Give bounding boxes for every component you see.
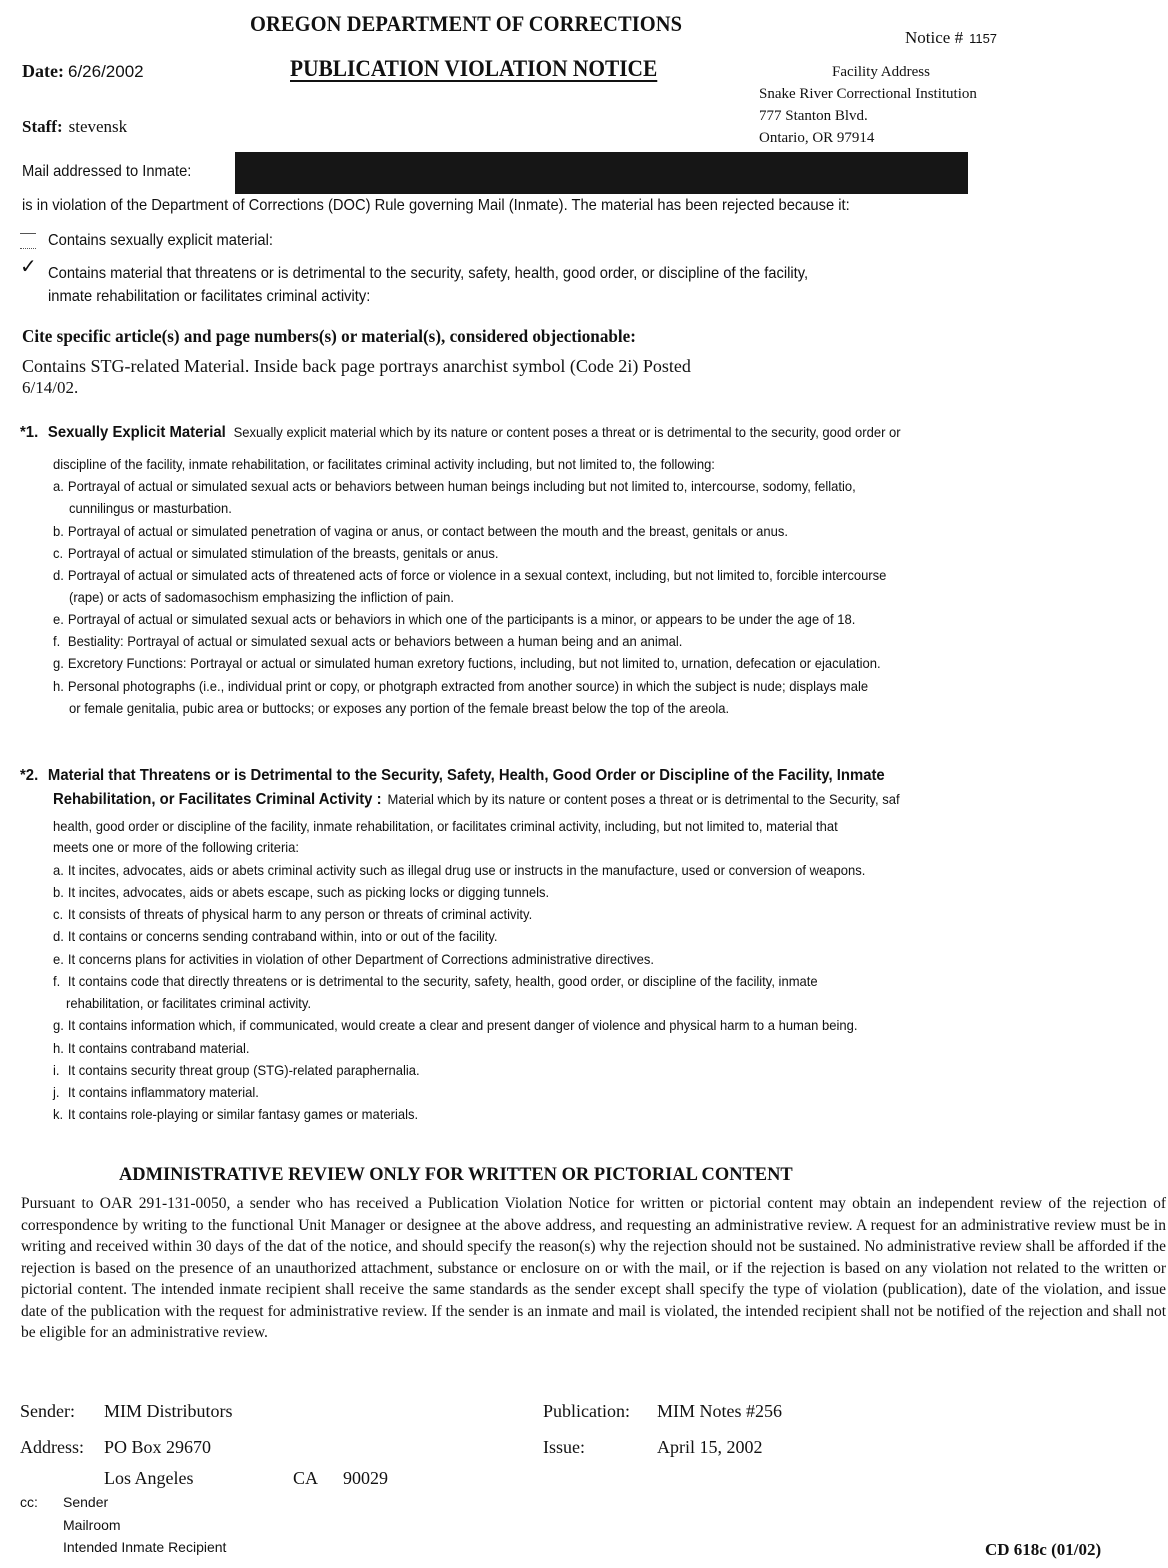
list-item-continuation: rehabilitation, or facilitates criminal activity. — [66, 995, 312, 1011]
list-item-text: Portrayal of actual or simulated sexual acts or behaviors in which one of the participants is a minor, or appears to be under the age of 18. — [67, 611, 856, 627]
section2-title-cont: Rehabilitation, or Facilitates Criminal Activity : — [53, 791, 382, 808]
list-item — [53, 523, 788, 539]
list-item-text: It consists of threats of physical harm to any person or threats of criminal activity. — [67, 906, 533, 922]
list-item-text: It contains role-playing or similar fantasy games or materials. — [67, 1106, 419, 1122]
date-value: 6/26/2002 — [67, 62, 144, 81]
section2-intro-cont: health, good order or discipline of the facility, inmate rehabilitation, or facilitates criminal activity, including, but not limited to, material that — [53, 818, 838, 834]
address-city: Los Angeles — [104, 1468, 194, 1488]
list-item-letter: a. — [53, 862, 64, 878]
list-item-text: Portrayal of actual or simulated acts of threatened acts of force or violence in a sexual context, including, but not limited to, forcible intercourse — [67, 567, 887, 583]
list-item-text: Personal photographs (i.e., individual print or copy, or photgraph extracted from another source) in which the subject is nude; displays male — [67, 678, 869, 694]
reason-threatens-security-cont: inmate rehabilitation or facilitates criminal activity: — [48, 288, 371, 305]
list-item — [53, 906, 532, 922]
list-item — [53, 862, 865, 878]
facility-label: Facility Address — [832, 64, 930, 80]
cc-label: cc: — [20, 1494, 38, 1510]
list-item-letter: e. — [53, 611, 64, 627]
list-item — [53, 567, 886, 583]
list-item-letter: e. — [53, 951, 64, 967]
checkmark-icon: ✓ — [20, 256, 37, 278]
address-label: Address: — [20, 1437, 84, 1457]
list-item-letter: h. — [53, 1040, 64, 1056]
list-item — [53, 478, 856, 494]
address-zip: 90029 — [343, 1468, 388, 1488]
cc-item: Mailroom — [63, 1517, 121, 1533]
agency-name: OREGON DEPARTMENT OF CORRECTIONS — [250, 11, 683, 36]
publication-value: MIM Notes #256 — [657, 1401, 782, 1421]
date-label: Date: — [22, 61, 64, 81]
list-item-letter: h. — [53, 678, 64, 694]
list-item-text: Excretory Functions: Portrayal or actual or simulated human exretory fuctions, including, but not limited to, urnation, defecation or ejaculation. — [67, 655, 881, 671]
violation-statement: is in violation of the Department of Corrections (DOC) Rule governing Mail (Inmate). The material has been rejected because it: — [22, 197, 850, 214]
staff-value: stevensk — [68, 117, 128, 136]
list-item-letter: c. — [53, 545, 64, 561]
staff — [22, 117, 127, 137]
list-item-letter: b. — [53, 523, 64, 539]
list-item-text: It contains or concerns sending contraband within, into or out of the facility. — [67, 928, 498, 944]
list-item-letter: k. — [53, 1106, 64, 1122]
list-item-letter: a. — [53, 478, 64, 494]
list-item — [53, 1040, 250, 1056]
list-item-letter: d. — [53, 567, 64, 583]
section1-number: *1. — [20, 424, 39, 441]
section1-intro-cont: discipline of the facility, inmate rehabilitation, or facilitates criminal activity including, but not limited to, the following: — [53, 456, 715, 472]
section2-heading — [20, 767, 885, 785]
sender-label: Sender: — [20, 1401, 75, 1421]
list-item-text: It contains information which, if communicated, would create a clear and present danger of violence and physical harm to a human being. — [67, 1017, 858, 1033]
reason-threatens-security: Contains material that threatens or is detrimental to the security, safety, health, good order, or discipline of the facility, — [48, 265, 809, 282]
list-item — [53, 1017, 857, 1033]
list-item-letter: g. — [53, 1017, 64, 1033]
section2-intro-criteria: meets one or more of the following criteria: — [53, 839, 300, 855]
list-item-text: It contains inflammatory material. — [67, 1084, 259, 1100]
sender-value: MIM Distributors — [104, 1401, 233, 1421]
list-item — [53, 1106, 418, 1122]
list-item-continuation: cunnilingus or masturbation. — [69, 500, 232, 516]
cc-item: Intended Inmate Recipient — [63, 1539, 227, 1555]
notice-label: Notice # — [905, 28, 964, 47]
section1-intro: Sexually explicit material which by its nature or content poses a threat or is detrimental to the security, good order or — [233, 424, 901, 440]
list-item-letter: c. — [53, 906, 64, 922]
review-heading: ADMINISTRATIVE REVIEW ONLY FOR WRITTEN OR PICTORIAL CONTENT — [119, 1164, 793, 1185]
list-item-letter: d. — [53, 928, 64, 944]
list-item — [53, 611, 855, 627]
list-item-letter: g. — [53, 655, 64, 671]
list-item-text: It contains security threat group (STG)-related paraphernalia. — [67, 1062, 420, 1078]
list-item — [53, 973, 818, 989]
list-item-text: It incites, advocates, aids or abets escape, such as picking locks or digging tunnels. — [67, 884, 550, 900]
section2-heading-cont — [53, 791, 900, 809]
list-item-text: It concerns plans for activities in violation of other Department of Corrections administrative directives. — [67, 951, 655, 967]
list-item-letter: f. — [53, 973, 61, 989]
list-item — [53, 678, 868, 694]
redaction-block — [235, 152, 968, 194]
reason-sexually-explicit: Contains sexually explicit material: — [48, 232, 273, 249]
list-item-letter: i. — [53, 1062, 60, 1078]
list-item-text: Portrayal of actual or simulated sexual acts or behaviors between human beings including but not limited to, intercourse, sodomy, fellatio, — [67, 478, 856, 494]
notice-date — [22, 61, 144, 82]
list-item — [53, 928, 498, 944]
facility-name: Snake River Correctional Institution — [759, 86, 977, 102]
list-item-letter: f. — [53, 633, 61, 649]
address-line1: PO Box 29670 — [104, 1437, 212, 1457]
cite-text-date: 6/14/02. — [22, 378, 79, 397]
staff-label: Staff: — [22, 117, 63, 136]
list-item — [53, 655, 881, 671]
cite-heading: Cite specific article(s) and page numbers(s) or material(s), considered objectionable: — [22, 326, 636, 346]
section2-number: *2. — [20, 767, 39, 784]
list-item — [53, 545, 498, 561]
address-state: CA — [293, 1468, 319, 1488]
section1-title: Sexually Explicit Material — [47, 424, 226, 441]
checkbox-threatens-security[interactable] — [20, 256, 37, 278]
list-item-continuation: (rape) or acts of sadomasochism emphasizing the infliction of pain. — [69, 589, 455, 605]
section2-intro: Material which by its nature or content poses a threat or is detrimental to the Security, saf — [387, 791, 900, 807]
list-item-text: It contains contraband material. — [67, 1040, 250, 1056]
publication-label: Publication: — [543, 1401, 630, 1421]
facility-street: 777 Stanton Blvd. — [759, 108, 868, 124]
list-item-text: It contains code that directly threatens or is detrimental to the security, safety, health, good order, or discipline of the facility, inmate — [67, 973, 818, 989]
notice-value: 1157 — [969, 31, 998, 46]
inmate-label: Mail addressed to Inmate: — [22, 163, 192, 180]
list-item-text: It incites, advocates, aids or abets criminal activity such as illegal drug use or instructs in the manufacture, used or conversion of weapons. — [67, 862, 866, 878]
cite-text: Contains STG-related Material. Inside back page portrays anarchist symbol (Code 2i) Posted — [22, 356, 691, 376]
issue-label: Issue: — [543, 1437, 585, 1457]
list-item-continuation: or female genitalia, pubic area or buttocks; or exposes any portion of the female breast below the top of the areola. — [69, 700, 730, 716]
page-title: PUBLICATION VIOLATION NOTICE — [290, 56, 658, 81]
form-number: CD 618c (01/02) — [985, 1540, 1102, 1559]
list-item — [53, 951, 654, 967]
checkbox-sexually-explicit[interactable] — [20, 233, 36, 249]
list-item — [53, 884, 549, 900]
section2-title: Material that Threatens or is Detrimental to the Security, Safety, Health, Good Order or Discipline of the Facility, Inmate — [47, 767, 885, 784]
list-item — [53, 633, 682, 649]
list-item — [53, 1062, 420, 1078]
facility-city: Ontario, OR 97914 — [759, 130, 875, 146]
issue-value: April 15, 2002 — [657, 1437, 763, 1457]
list-item — [53, 1084, 259, 1100]
list-item-text: Portrayal of actual or simulated penetration of vagina or anus, or contact between the mouth and the breast, genitals or anus. — [67, 523, 789, 539]
section1-heading — [20, 424, 901, 442]
notice-number — [905, 28, 997, 48]
list-item-letter: j. — [53, 1084, 60, 1100]
cc-item: Sender — [63, 1494, 109, 1510]
list-item-letter: b. — [53, 884, 64, 900]
list-item-text: Bestiality: Portrayal of actual or simulated sexual acts or behaviors between a human being and an animal. — [67, 633, 683, 649]
list-item-text: Portrayal of actual or simulated stimulation of the breasts, genitals or anus. — [67, 545, 499, 561]
review-body: Pursuant to OAR 291-131-0050, a sender who has received a Publication Violation Notice for written or pictorial content may obtain an independent review of the rejection of correspondence by writing to the functional Unit Manager or designee at the above address, and requesting an administrative review. A request for an administrative review must be in writing and received within 30 days of the dat of the notice, and should specify the reason(s) why the rejection should not be sustained. No administrative review shall be afforded if the rejection is based on the presence of an unauthorized attachment, substance or enclosure on or with the mail, or if the rejection is based on any violation not related to the written or pictorial content. The intended inmate recipient shall receive the same standards as the sender except shall specify the type of violation (publication), date of the violation, and issue date of the publication with the request for administrative review. If the sender is an inmate and mail is violated, the intended recipient shall not be notified of the rejection and shall not be eligible for an administrative review. — [21, 1195, 1166, 1341]
